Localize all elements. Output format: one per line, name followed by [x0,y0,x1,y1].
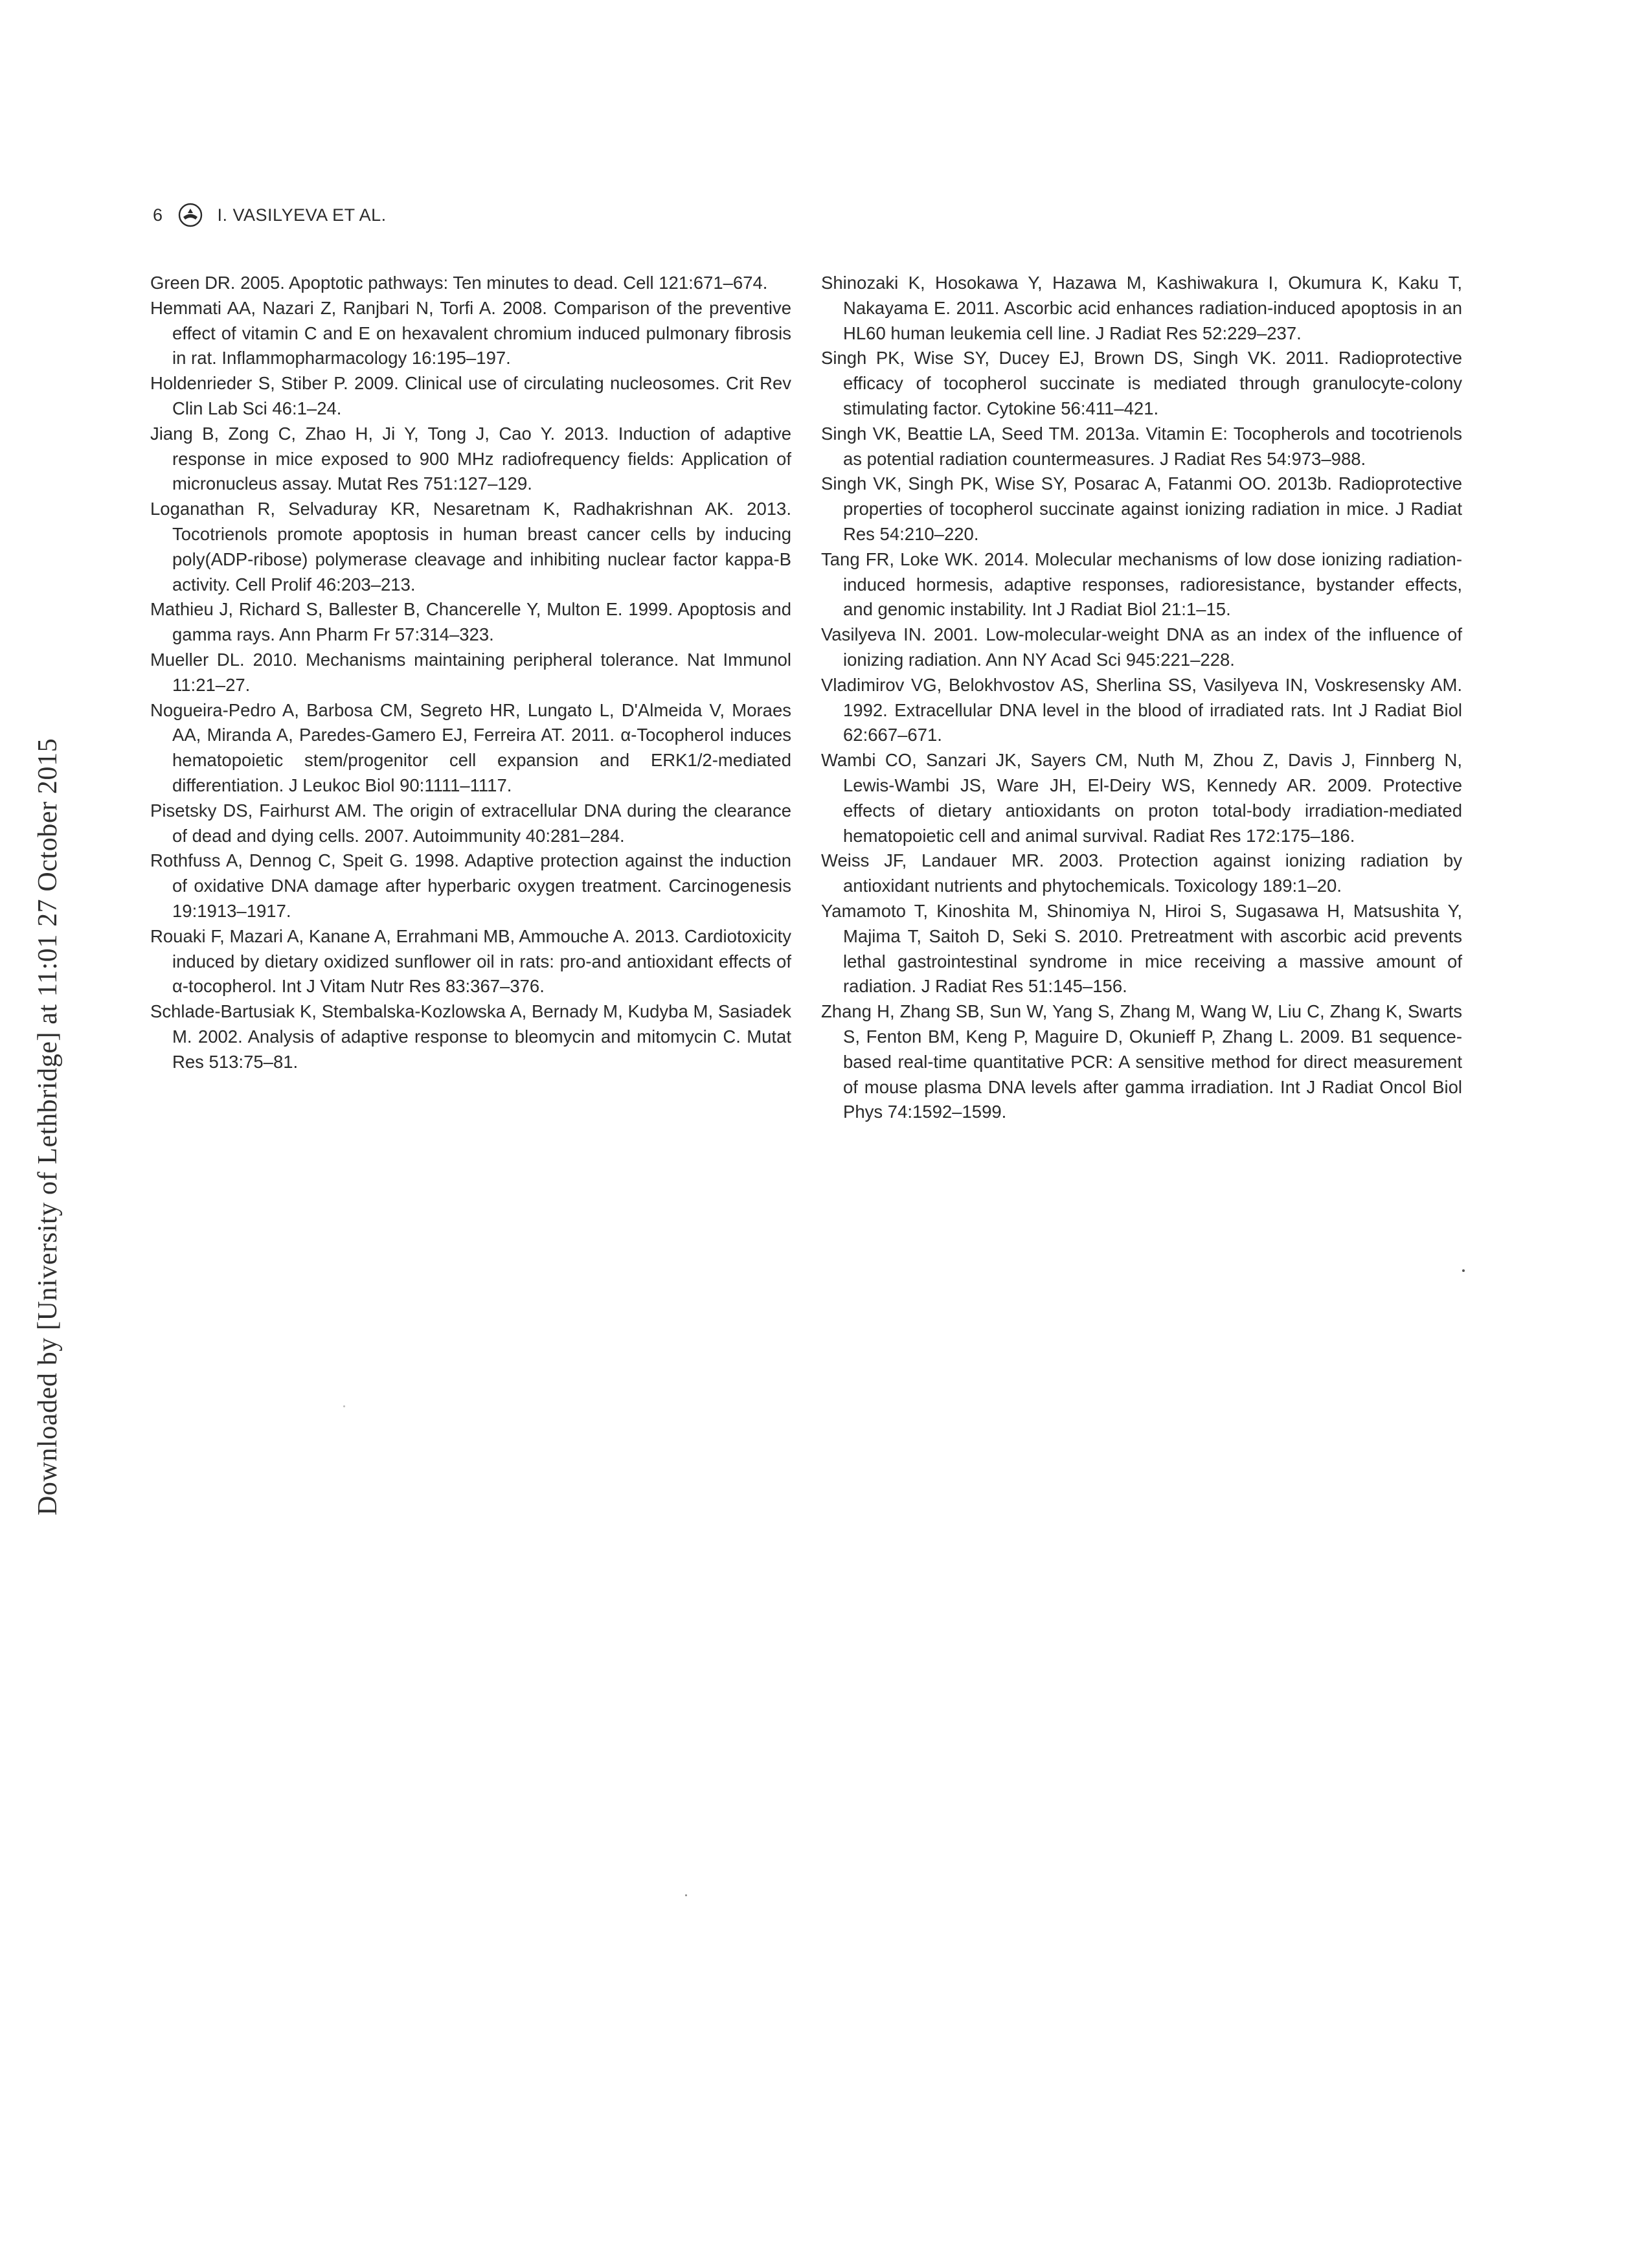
running-title: I. VASILYEVA ET AL. [217,205,387,225]
scan-speck [685,1894,687,1896]
reference-entry: Singh PK, Wise SY, Ducey EJ, Brown DS, Singh VK. 2011. Radioprotective efficacy of tocopherol succinate is mediated through granulocyte-colony stimulating factor. Cytokine 56:411–421. [821,348,1462,418]
publisher-logo-icon [177,202,203,228]
download-watermark: Downloaded by [University of Lethbridge] at 11:01 27 October 2015 [33,738,63,1515]
scan-speck [343,1405,345,1407]
running-head [153,199,387,231]
reference-entry: Vladimirov VG, Belokhvostov AS, Sherlina SS, Vasilyeva IN, Voskresensky AM. 1992. Extracellular DNA level in the blood of irradiated rats. Int J Radiat Biol 62:667–671. [821,674,1462,745]
reference-entry: Pisetsky DS, Fairhurst AM. The origin of extracellular DNA during the clearance of dead and dying cells. 2007. Autoimmunity 40:281–284. [150,800,791,846]
reference-entry: Shinozaki K, Hosokawa Y, Hazawa M, Kashiwakura I, Okumura K, Kaku T, Nakayama E. 2011. Ascorbic acid enhances radiation-induced apoptosis in an HL60 human leukemia cell line. J Radiat Res 52:229–237. [821,273,1462,343]
reference-entry: Hemmati AA, Nazari Z, Ranjbari N, Torfi A. 2008. Comparison of the preventive effect of vitamin C and E on hexavalent chromium induced pulmonary fibrosis in rat. Inflammopharmacology 16:195–197. [150,297,791,369]
reference-entry: Schlade-Bartusiak K, Stembalska-Kozlowska A, Bernady M, Kudyba M, Sasiadek M. 2002. Analysis of adaptive response to bleomycin and mitomycin C. Mutat Res 513:75–81. [150,1001,791,1072]
references-left-column [150,271,791,1075]
scan-speck [1462,1269,1465,1272]
reference-entry: Wambi CO, Sanzari JK, Sayers CM, Nuth M, Zhou Z, Davis J, Finnberg N, Lewis-Wambi JS, Ware JH, El-Deiry WS, Kennedy AR. 2009. Protective effects of dietary antioxidants on proton total-body irradiation-mediated hematopoietic cell and animal survival. Radiat Res 172:175–186. [821,750,1462,846]
page-number: 6 [153,205,163,225]
reference-entry: Vasilyeva IN. 2001. Low-molecular-weight DNA as an index of the influence of ionizing radiation. Ann NY Acad Sci 945:221–228. [821,624,1462,670]
reference-entry: Loganathan R, Selvaduray KR, Nesaretnam K, Radhakrishnan AK. 2013. Tocotrienols promote apoptosis in human breast cancer cells by inducing poly(ADP-ribose) polymerase cleavage and inhibiting nuclear factor kappa-B activity. Cell Prolif 46:203–213. [150,499,791,595]
reference-entry: Weiss JF, Landauer MR. 2003. Protection against ionizing radiation by antioxidant nutrients and phytochemicals. Toxicology 189:1–20. [821,850,1462,896]
reference-entry: Singh VK, Beattie LA, Seed TM. 2013a. Vitamin E: Tocopherols and tocotrienols as potential radiation countermeasures. J Radiat Res 54:973–988. [821,423,1462,469]
references-right-column [821,271,1462,1125]
reference-entry: Mueller DL. 2010. Mechanisms maintaining peripheral tolerance. Nat Immunol 11:21–27. [150,649,791,695]
reference-entry: Yamamoto T, Kinoshita M, Shinomiya N, Hiroi S, Sugasawa H, Matsushita Y, Majima T, Saitoh D, Seki S. 2010. Pretreatment with ascorbic acid prevents lethal gastrointestinal syndrome in mice receiving a massive amount of radiation. J Radiat Res 51:145–156. [821,900,1462,997]
reference-entry: Rothfuss A, Dennog C, Speit G. 1998. Adaptive protection against the induction of oxidative DNA damage after hyperbaric oxygen treatment. Carcinogenesis 19:1913–1917. [150,850,791,921]
reference-entry: Green DR. 2005. Apoptotic pathways: Ten minutes to dead. Cell 121:671–674. [150,273,768,293]
reference-entry: Rouaki F, Mazari A, Kanane A, Errahmani MB, Ammouche A. 2013. Cardiotoxicity induced by dietary oxidized sunflower oil in rats: pro-and antioxidant effects of α-tocopherol. Int J Vitam Nutr Res 83:367–376. [150,925,791,997]
reference-entry: Zhang H, Zhang SB, Sun W, Yang S, Zhang M, Wang W, Liu C, Zhang K, Swarts S, Fenton BM, Keng P, Maguire D, Okunieff P, Zhang L. 2009. B1 sequence-based real-time quantitative PCR: A sensitive method for direct measurement of mouse plasma DNA levels after gamma irradiation. Int J Radiat Oncol Biol Phys 74:1592–1599. [821,1001,1462,1122]
reference-entry: Jiang B, Zong C, Zhao H, Ji Y, Tong J, Cao Y. 2013. Induction of adaptive response in mice exposed to 900 MHz radiofrequency fields: Application of micronucleus assay. Mutat Res 751:127–129. [150,423,791,494]
reference-entry: Holdenrieder S, Stiber P. 2009. Clinical use of circulating nucleosomes. Crit Rev Clin Lab Sci 46:1–24. [150,373,791,418]
reference-entry: Singh VK, Singh PK, Wise SY, Posarac A, Fatanmi OO. 2013b. Radioprotective properties of tocopherol succinate against ionizing radiation in mice. J Radiat Res 54:210–220. [821,473,1462,544]
reference-entry: Nogueira-Pedro A, Barbosa CM, Segreto HR, Lungato L, D'Almeida V, Moraes AA, Miranda A, Paredes-Gamero EJ, Ferreira AT. 2011. α-Tocopherol induces hematopoietic stem/progenitor cell expansion and ERK1/2-mediated differentiation. J Leukoc Biol 90:1111–1117. [150,699,791,795]
reference-entry: Tang FR, Loke WK. 2014. Molecular mechanisms of low dose ionizing radiation-induced hormesis, adaptive responses, radioresistance, bystander effects, and genomic instability. Int J Radiat Biol 21:1–15. [821,549,1462,620]
reference-entry: Mathieu J, Richard S, Ballester B, Chancerelle Y, Multon E. 1999. Apoptosis and gamma rays. Ann Pharm Fr 57:314–323. [150,599,791,645]
